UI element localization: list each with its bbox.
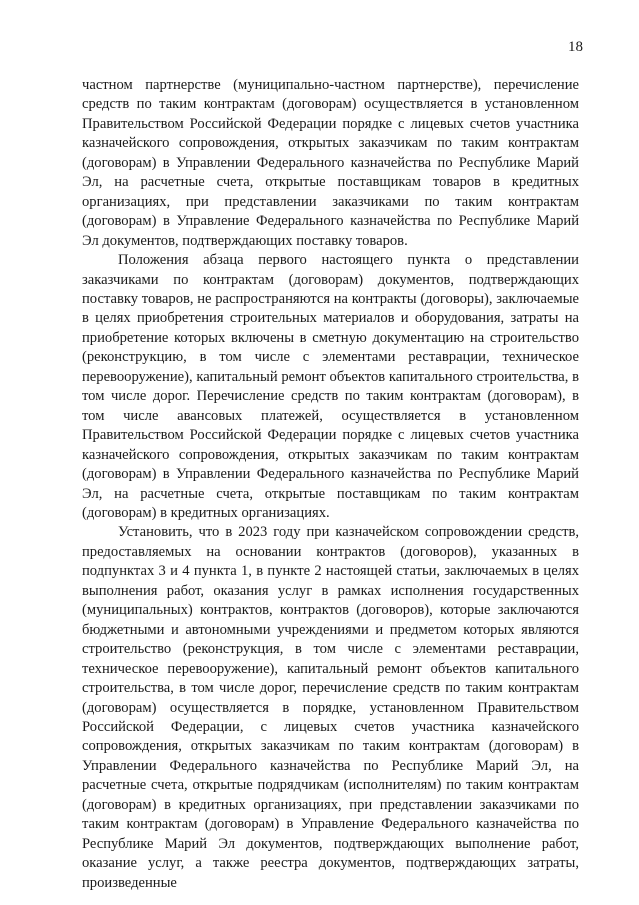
document-body xyxy=(82,76,579,893)
paragraph-partnership-transfer: частном партнерстве (муниципально-частном партнерстве), перечисление средств по таким контрактам (договорам) осуществляется в установленном Правительством Российской Федерации порядке с лицевых счетов участника казначейского сопровождения, открытых заказчикам по таким контрактам (договорам) в Управлении Федерального казначейства по Республике Марий Эл, на расчетные счета, открытые поставщикам товаров в кредитных организациях, при представлении заказчиками по таким контрактам (договорам) в Управление Федерального казначейства по Республике Марий Эл документов, подтверждающих поставку товаров. xyxy=(82,77,579,249)
page-number: 18 xyxy=(568,39,583,55)
paragraph-treasury-support-2023: Установить, что в 2023 году при казначейском сопровождении средств, предоставляемых на основании контрактов (договоров), указанных в подпунктах 3 и 4 пункта 1, в пункте 2 настоящей статьи, заключаемых в целях выполнения работ, оказания услуг в рамках исполнения государственных (муниципальных) контрактов, контрактов (договоров), которые заключаются бюджетными и автономными учреждениями и предметом которых являются строительство (реконструкция, в том числе с элементами реставрации, техническое перевооружение), капитальный ремонт объектов капитального строительства, в том числе дорог, перечисление средств по таким контрактам (договорам) осуществляется в порядке, установленном Правительством Российской Федерации, с лицевых счетов участника казначейского сопровождения, открытых заказчикам по таким контрактам (договорам) в Управлении Федерального казначейства по Республике Марий Эл, на расчетные счета, открытые подрядчикам (исполнителям) по таким контрактам (договорам) в кредитных организациях, при представлении заказчиками по таким контрактам (договорам) в Управление Федерального казначейства по Республике Марий Эл документов, подтверждающих выполнение работ, оказание услуг, а также реестра документов, подтверждающих затраты, произведенные xyxy=(82,524,579,891)
paragraph-construction-materials-exception: Положения абзаца первого настоящего пункта о представлении заказчиками по контрактам (договорам) документов, подтверждающих поставку товаров, не распространяются на контракты (договоры), заключаемые в целях приобретения строительных материалов и оборудования, затраты на приобретение которых включены в сметную документацию на строительство (реконструкцию, в том числе с элементами реставрации, техническое перевооружение), капитальный ремонт объектов капитального строительства, в том числе дорог. Перечисление средств по таким контрактам (договорам), в том числе авансовых платежей, осуществляется в установленном Правительством Российской Федерации порядке с лицевых счетов участника казначейского сопровождения, открытых заказчикам по таким контрактам (договорам) в Управлении Федерального казначейства по Республике Марий Эл, на расчетные счета, открытые поставщикам по таким контрактам (договорам) в кредитных организациях. xyxy=(82,252,579,521)
